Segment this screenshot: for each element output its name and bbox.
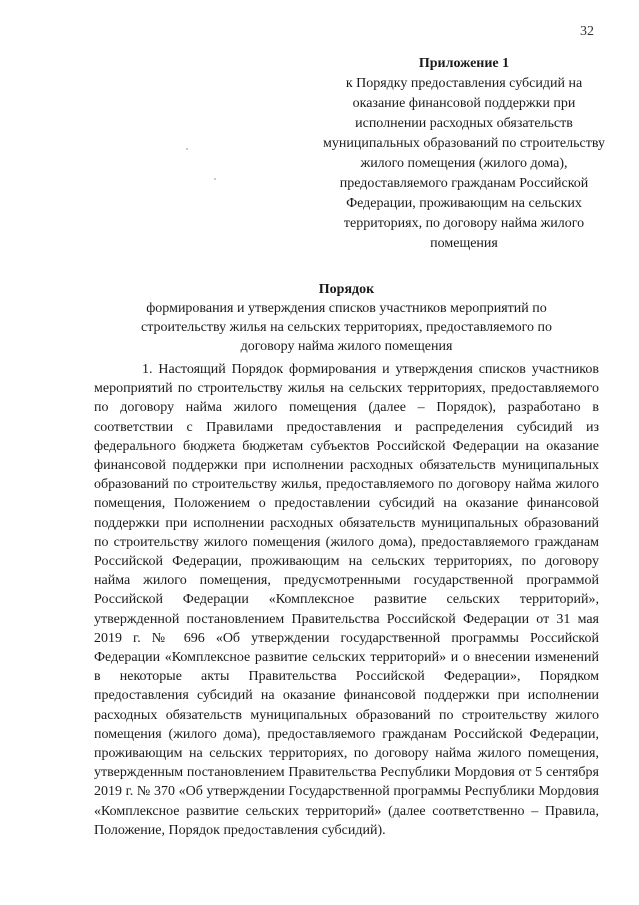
scan-speck [214,178,216,180]
document-heading [95,280,598,356]
appendix-block [322,54,606,254]
appendix-title: Приложение 1 [418,56,510,71]
scan-speck [186,148,188,150]
document-title: Порядок [318,282,375,297]
body-paragraph-1: 1. Настоящий Порядок формирования и утверждения списков участников мероприятий по строительству жилья на сельских территориях, предоставляемого по договору найма жилого помещения (далее – Порядок), разработано в соответствии с Правилами предоставления и распределения субсидий из федерального бюджета бюджетам субъектов Российской Федерации на оказание финансовой поддержки при исполнении расходных обязательств муниципальных образований по строительству жилья, предоставляемого по договору найма жилого помещения, Положением о предоставлении субсидий на оказание финансовой поддержки при исполнении расходных обязательств муниципальных образований по строительству жилого помещения (жилого дома), предоставляемого гражданам Российской Федерации, проживающим на сельских территориях, по договору найма жилого помещения, предусмотренными государственной программой Российской Федерации «Комплексное развитие сельских территорий», утвержденной постановлением Правительства Российской Федерации от 31 мая 2019 г. № 696 «Об утверждении государственной программы Российской Федерации «Комплексное развитие сельских территорий» и о внесении изменений в некоторые акты Правительства Российской Федерации», Порядком предоставления субсидий на оказание финансовой поддержки при исполнении расходных обязательств муниципальных образований по строительству жилого помещения (жилого дома), предоставляемого гражданам Российской Федерации, проживающим на сельских территориях, по договору найма жилого помещения, утвержденным постановлением Правительства Республики Мордовия от 5 сентября 2019 г. № 370 «Об утверждении Государственной программы Республики Мордовия «Комплексное развитие сельских территорий» (далее соответственно – Правила, Положение, Порядок предоставления субсидий). [94,362,599,838]
appendix-text: к Порядку предоставления субсидий на оказание финансовой поддержки при исполнении расходных обязательств муниципальных образований по строительству жилого помещения (жилого дома), предоставляемого гражданам Российской Федерации, проживающим на сельских территориях, по договору найма жилого помещения [323,76,605,251]
document-subtitle: формирования и утверждения списков участников мероприятий по строительству жилья на сельских территориях, предоставляемого по договору найма жилого помещения [140,301,553,354]
page-number: 32 [580,24,594,39]
